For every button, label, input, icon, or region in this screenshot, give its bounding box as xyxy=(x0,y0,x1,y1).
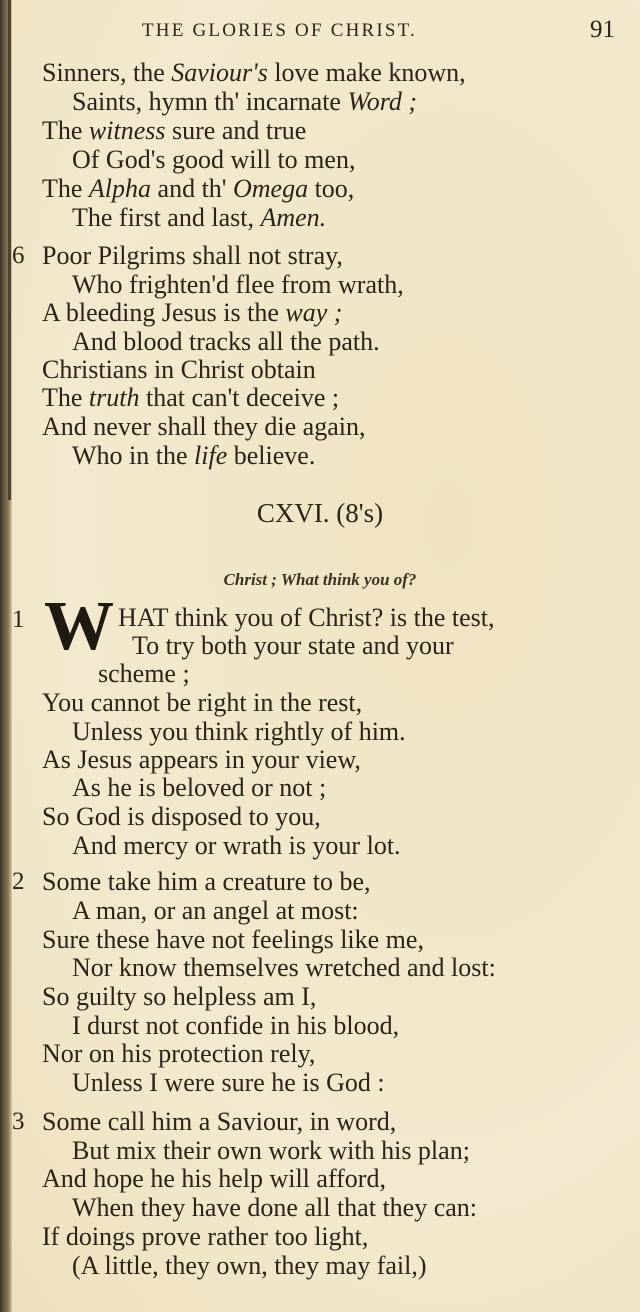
page-header xyxy=(0,14,640,48)
verse-line: And hope he his help will afford, xyxy=(42,1164,386,1193)
stanza-number: 6 xyxy=(12,242,25,269)
verse-line: When they have done all that they can: xyxy=(72,1193,478,1222)
verse-line: Sinners, the Saviour's love make known, xyxy=(42,58,466,87)
verse-line: Of God's good will to men, xyxy=(72,145,356,174)
verse-line: And mercy or wrath is your lot. xyxy=(72,831,401,860)
stanza-number: 1 xyxy=(12,606,25,633)
hymn-title: CXVI. (8's) xyxy=(256,498,384,528)
verse-line: Nor on his protection rely, xyxy=(42,1039,316,1068)
page-gutter-line xyxy=(8,0,11,500)
verse-line: Christians in Christ obtain xyxy=(42,355,316,384)
verse-line: (A little, they own, they may fail,) xyxy=(72,1251,427,1280)
verse-line: Unless you think rightly of him. xyxy=(72,717,406,746)
page-number: 91 xyxy=(590,16,615,43)
stanza-number: 3 xyxy=(12,1108,25,1135)
verse-line: So guilty so helpless am I, xyxy=(42,982,317,1011)
verse-line: HAT think you of Christ? is the test, xyxy=(118,603,495,632)
verse-line: Some take him a creature to be, xyxy=(42,867,371,896)
verse-line: And blood tracks all the path. xyxy=(72,327,380,356)
verse-line: As Jesus appears in your view, xyxy=(42,745,361,774)
verse-line: To try both your state and your xyxy=(132,631,454,660)
hymn-subtitle: Christ ; What think you of? xyxy=(223,570,417,589)
verse-line: scheme ; xyxy=(98,659,190,688)
verse-line: The first and last, Amen. xyxy=(72,203,327,232)
verse-line: Some call him a Saviour, in word, xyxy=(42,1107,397,1136)
verse-line: The truth that can't deceive ; xyxy=(42,383,340,412)
verse-line: You cannot be right in the rest, xyxy=(42,688,363,717)
verse-line: Sure these have not feelings like me, xyxy=(42,925,424,954)
running-head: THE GLORIES OF CHRIST. xyxy=(142,20,417,41)
verse-line: And never shall they die again, xyxy=(42,412,366,441)
verse-line: A bleeding Jesus is the way ; xyxy=(42,298,343,327)
stanza-number: 2 xyxy=(12,868,25,895)
verse-line: Poor Pilgrims shall not stray, xyxy=(42,241,343,270)
verse-line: Nor know themselves wretched and lost: xyxy=(72,953,496,982)
verse-line: I durst not confide in his blood, xyxy=(72,1011,400,1040)
verse-line: Who frighten'd flee from wrath, xyxy=(72,270,404,299)
verse-line: So God is disposed to you, xyxy=(42,802,321,831)
verse-line: Who in the life believe. xyxy=(72,441,316,470)
verse-line: Saints, hymn th' incarnate Word ; xyxy=(72,87,418,116)
verse-line: The witness sure and true xyxy=(42,116,307,145)
drop-cap: W xyxy=(44,588,114,665)
verse-line: The Alpha and th' Omega too, xyxy=(42,174,355,203)
verse-line: A man, or an angel at most: xyxy=(72,896,359,925)
verse-line: Unless I were sure he is God : xyxy=(72,1068,385,1097)
verse-line: As he is beloved or not ; xyxy=(72,773,327,802)
verse-line: But mix their own work with his plan; xyxy=(72,1136,470,1165)
verse-line: If doings prove rather too light, xyxy=(42,1222,369,1251)
